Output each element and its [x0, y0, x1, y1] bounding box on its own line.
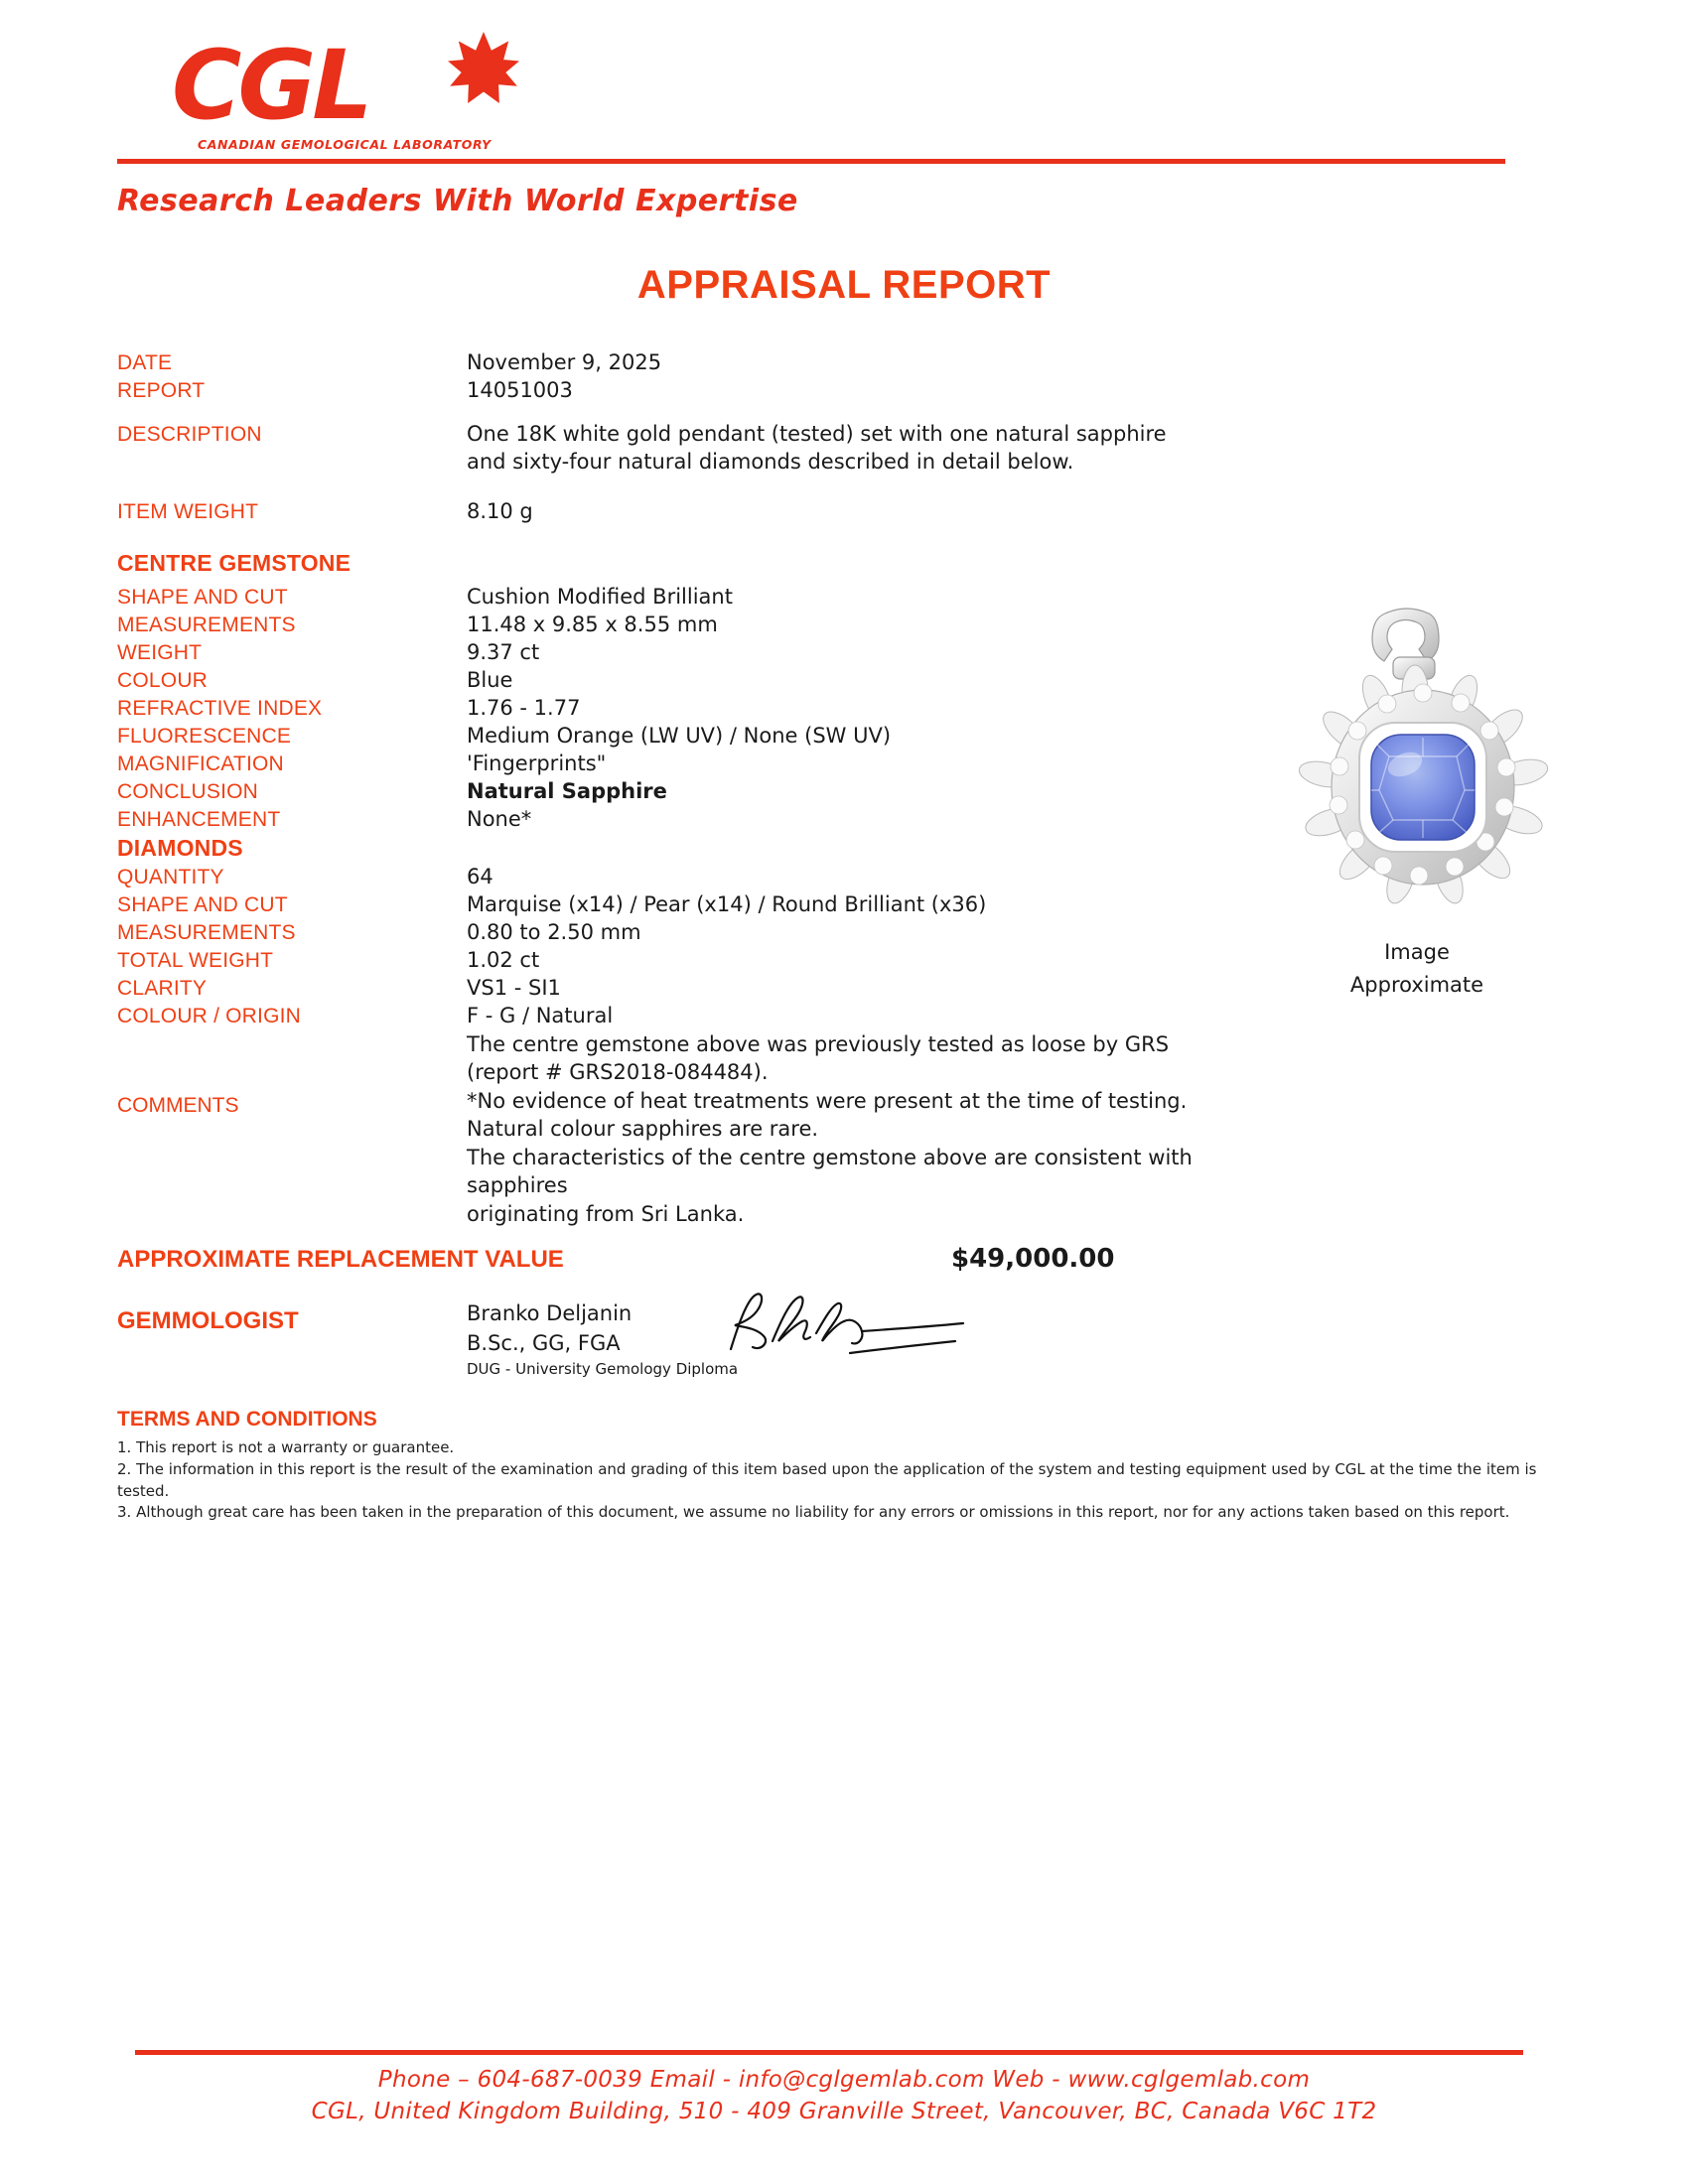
table-row [117, 695, 1209, 723]
diamond-measurements-value: 0.80 to 2.50 mm [467, 919, 641, 944]
report-header [117, 0, 1571, 218]
footer-contact-line: Phone – 604-687-0039 Email - info@cglgemlab.com Web - www.cglgemlab.com [377, 2067, 1311, 2093]
logo-subtitle: CANADIAN GEMOLOGICAL LABORATORY [198, 137, 492, 152]
table-row [117, 975, 1209, 1003]
signature-image [713, 1284, 1041, 1373]
gemmologist-credentials: B.Sc., GG, FGA [467, 1330, 621, 1355]
centre-enhancement-label: ENHANCEMENT [117, 807, 281, 831]
header-divider [117, 159, 1505, 164]
diamond-clarity-label: CLARITY [117, 976, 208, 1000]
diamond-total-weight-value: 1.02 ct [467, 947, 540, 972]
table-row [117, 806, 1209, 834]
centre-ri-value: 1.76 - 1.77 [467, 695, 581, 720]
date-value: November 9, 2025 [467, 350, 662, 374]
footer-address-line: CGL, United Kingdom Building, 510 - 409 Granville Street, Vancouver, BC, Canada V6C 1T2 [311, 2099, 1377, 2124]
centre-conclusion-value: Natural Sapphire [467, 778, 667, 803]
diamond-total-weight-label: TOTAL WEIGHT [117, 948, 274, 972]
field-report [117, 377, 1209, 405]
logo-wordmark: CGL [172, 30, 369, 141]
report-footer [117, 2050, 1571, 2124]
comments-label: COMMENTS [117, 1093, 239, 1117]
table-row [117, 639, 1209, 667]
terms-item: 3. Although great care has been taken in the preparation of this document, we assume no liability for any errors or omissions in this report, nor for any actions taken based on this report. [117, 1503, 1510, 1522]
gemmologist-name: Branko Deljanin [467, 1301, 633, 1326]
gemmologist-diploma: DUG - University Gemology Diploma [467, 1360, 739, 1379]
comments-line: originating from Sri Lanka. [467, 1201, 745, 1226]
comments-value [467, 1030, 1209, 1229]
diamond-shape-label: SHAPE AND CUT [117, 892, 288, 916]
centre-conclusion-label: CONCLUSION [117, 779, 259, 803]
table-row [117, 864, 1209, 891]
table-row [117, 778, 1209, 806]
terms-title: TERMS AND CONDITIONS [117, 1408, 377, 1432]
report-value: 14051003 [467, 377, 573, 402]
comments-line: The characteristics of the centre gemstone above are consistent with sapphires [467, 1145, 1193, 1198]
centre-magnification-label: MAGNIFICATION [117, 751, 284, 775]
page-title: APPRAISAL REPORT [636, 263, 1052, 307]
table-row [117, 1003, 1209, 1030]
diamond-shape-value: Marquise (x14) / Pear (x14) / Round Brilliant (x36) [467, 891, 987, 916]
comments-block [117, 1030, 1209, 1229]
replacement-value-label: APPROXIMATE REPLACEMENT VALUE [117, 1246, 564, 1274]
centre-shape-value: Cushion Modified Brilliant [467, 585, 733, 610]
field-item-weight [117, 498, 1209, 526]
replacement-value-amount: $49,000.00 [951, 1244, 1115, 1275]
section-centre-gemstone [117, 548, 1209, 579]
item-weight-value: 8.10 g [467, 498, 533, 523]
centre-magnification-value: 'Fingerprints" [467, 751, 607, 775]
centre-shape-label: SHAPE AND CUT [117, 586, 288, 610]
diamond-quantity-label: QUANTITY [117, 866, 224, 889]
diamond-colour-origin-label: COLOUR / ORIGIN [117, 1004, 302, 1027]
centre-weight-value: 9.37 ct [467, 640, 540, 665]
diamond-quantity-value: 64 [467, 865, 493, 889]
centre-fluorescence-value: Medium Orange (LW UV) / None (SW UV) [467, 723, 892, 748]
description-label: DESCRIPTION [117, 422, 262, 446]
brand-tagline: Research Leaders With World Expertise [117, 184, 798, 218]
terms-body [117, 1437, 1557, 1524]
centre-colour-value: Blue [467, 667, 513, 692]
field-date [117, 349, 1209, 377]
description-value: One 18K white gold pendant (tested) set with one natural sapphire and sixty-four natural diamonds described in detail below. [467, 421, 1167, 474]
diamonds-heading: DIAMONDS [117, 835, 243, 862]
gemmologist-block [117, 1299, 1571, 1378]
section-diamonds [117, 833, 1209, 864]
item-weight-label: ITEM WEIGHT [117, 499, 259, 523]
gemmologist-label: GEMMOLOGIST [117, 1307, 299, 1335]
centre-enhancement-value: None* [467, 806, 532, 831]
diamond-measurements-label: MEASUREMENTS [117, 920, 296, 944]
diamond-colour-origin-value: F - G / Natural [467, 1003, 614, 1027]
table-row [117, 667, 1209, 695]
field-description [117, 421, 1209, 477]
image-caption-line2: Approximate [1349, 973, 1484, 998]
comments-line: Natural colour sapphires are rare. [467, 1117, 819, 1142]
terms-item: 2. The information in this report is the result of the examination and grading of this item based upon the application of the system and testing equipment used by CGL at the time the item is tested. [117, 1459, 1537, 1500]
report-fields [117, 349, 1209, 1228]
centre-weight-label: WEIGHT [117, 641, 203, 665]
table-row [117, 612, 1209, 639]
gem-image-block [1253, 606, 1581, 1000]
table-row [117, 584, 1209, 612]
table-row [117, 751, 1209, 778]
pendant-illustration [1268, 606, 1566, 933]
comments-line: *No evidence of heat treatments were present at the time of testing. [467, 1088, 1188, 1113]
centre-fluorescence-label: FLUORESCENCE [117, 724, 292, 748]
comments-line: The centre gemstone above was previously tested as loose by GRS [467, 1031, 1170, 1056]
table-row [117, 919, 1209, 947]
starburst-icon [448, 32, 519, 103]
diamond-clarity-value: VS1 - SI1 [467, 975, 561, 1000]
gem-photo [1268, 606, 1566, 933]
centre-colour-label: COLOUR [117, 668, 209, 692]
comments-line: (report # GRS2018-084484). [467, 1060, 769, 1085]
image-caption-line1: Image [1384, 940, 1450, 964]
report-body [117, 349, 1571, 1524]
terms-item: 1. This report is not a warranty or guarantee. [117, 1438, 455, 1457]
gemmologist-details [467, 1299, 738, 1378]
footer-divider [135, 2050, 1523, 2055]
centre-ri-label: REFRACTIVE INDEX [117, 696, 323, 720]
centre-measurements-value: 11.48 x 9.85 x 8.55 mm [467, 613, 718, 637]
centre-measurements-label: MEASUREMENTS [117, 614, 296, 637]
centre-gemstone-heading: CENTRE GEMSTONE [117, 549, 352, 576]
date-label: DATE [117, 351, 173, 374]
table-row [117, 723, 1209, 751]
replacement-value-row [117, 1244, 1571, 1274]
table-row [117, 947, 1209, 975]
cgl-logo [172, 32, 549, 166]
table-row [117, 891, 1209, 919]
report-label: REPORT [117, 378, 206, 402]
